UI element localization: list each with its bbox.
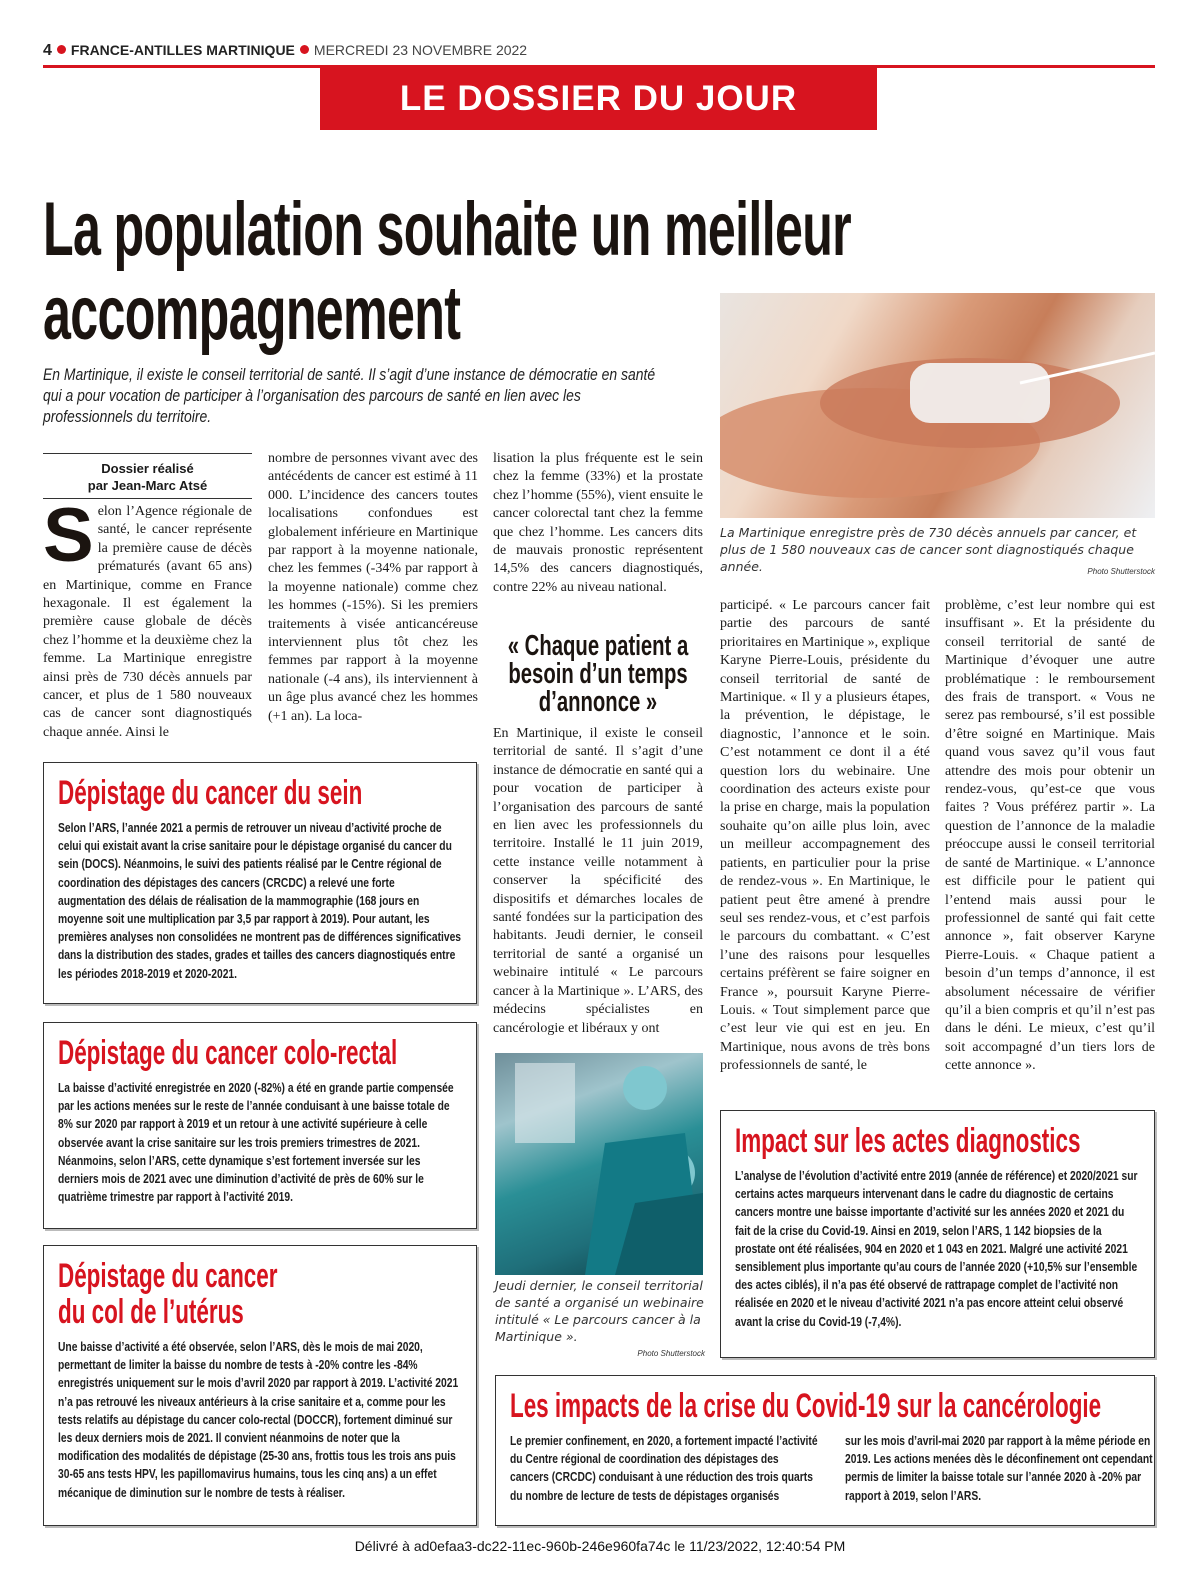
body-column-3a: lisation la plus fréquente est le sein chez la femme (33%) et la prostate chez l’homme (55%), vient ensuite le cancer colorectal tant chez la femme que chez l’homme. Les cancers dits de mauvais pronostic représentent 14,5% des cancers diagnostiqués, contre 22% au niveau national.: [493, 451, 703, 595]
issue-date: MERCREDI 23 NOVEMBRE 2022: [313, 42, 528, 58]
box-text-column-2: sur les mois d’avril-mai 2020 par rapport à la même période en 2019. Les actions menées dès le déconfinement ont cependant permis de limiter la baisse totale sur l’année 2020 à -20% par rapport à 2019, selon l’ARS.: [845, 1433, 1153, 1503]
body-text: elon l’Agence régionale de santé, le cancer représente la première cause de décès prématurés (avant 65 ans) en Martinique, comme en France hexagonale. Il est également la première cause globale de décès chez l’homme et la deuxième chez la femme. La Martinique enregistre ainsi près de 730 décès annuels par cancer, et plus de 1 580 nouveaux cas de cancer sont diagnostiqués chaque année. Ainsi le: [43, 504, 252, 740]
sidebar-box-diagnostic-impact: [720, 1110, 1155, 1358]
photo-caption: [495, 1277, 705, 1362]
sidebar-box-breast-screening: [43, 762, 477, 1004]
drop-cap: S: [43, 493, 94, 578]
box-title: Les impacts de la crise du Covid-19 sur la cancérologie: [510, 1387, 1102, 1425]
byline-line-2: par Jean-Marc Atsé: [87, 478, 208, 493]
box-title-line-2: du col de l’utérus: [58, 1293, 244, 1331]
caption-text: Jeudi dernier, le conseil territorial de santé a organisé un webinaire intitulé « Le parcours cancer à la Martinique ».: [495, 1278, 704, 1344]
bullet-dot-icon: [300, 45, 309, 54]
body-column-5: problème, c’est leur nombre qui est insuffisant ». Et la présidente du conseil territorial de santé de Martinique d’évoquer une autre problématique : le remboursement des frais de transport. « Vous ne serez pas remboursé, s’il est possible d’être soigné en Martinique. Mais quand vous savez qu’il vous faut attendre des mois pour obtenir un rendez-vous, qu’est-ce que vous faites ? Vous préférez partir ». La question de l’annonce de la maladie préoccupe aussi le conseil territorial de santé de Martinique. « L’annonce est difficile pour le patient qui l’entend mais aussi pour le professionnel de santé qui fait cette annonce », fait observer Karyne Pierre-Louis. « Chaque patient a besoin d’un temps d’annonce, il est absolument nécessaire de vérifier qu’il a bien compris et qu’il n’est pas dans le déni. Le mieux, c’est qu’il soit accompagné d’un tiers lors de cette annonce ».: [945, 598, 1155, 1074]
lede: En Martinique, il existe le conseil territorial de santé. Il s’agit d’une instance de démocratie en santé qui a pour vocation de participer à l’organisation des parcours de santé en lien avec les professionnels du territoire.: [43, 365, 656, 426]
surgeons-illustration-icon: [495, 1053, 703, 1275]
sidebar-box-colorectal-screening: [43, 1022, 477, 1229]
photo-holding-hands: [720, 293, 1155, 518]
sidebar-box-cervical-screening: [43, 1245, 477, 1526]
delivery-footer: Délivré à ad0efaa3-dc22-11ec-960b-246e960fa74c le 11/23/2022, 12:40:54 PM: [354, 1538, 846, 1554]
publication-name: FRANCE-ANTILLES MARTINIQUE: [70, 42, 295, 58]
box-text: La baisse d’activité enregistrée en 2020 (-82%) a été en grande partie compensée par les actions menées sur le reste de l’année conduisant à une baisse totale de 8% sur 2020 par rapport à 2019 et un retour à une activité supérieure à celle observée avant la crise sanitaire sur les trois premiers trimestres de 2021. Néanmoins, selon l’ARS, cette dynamique s’est fortement inversée sur les derniers mois de 2021 avec une diminution d’activité de près de 60% sur le quatrième trimestre par rapport à l’activité 2019.: [58, 1080, 454, 1205]
caption-text: La Martinique enregistre près de 730 décès annuels par cancer, et plus de 1 580 nouveaux cas de cancer sont diagnostiqués chaque année.: [720, 525, 1137, 574]
byline-line-1: Dossier réalisé: [101, 461, 194, 476]
box-title: Dépistage du cancer du sein: [58, 774, 363, 812]
body-column-1: [43, 493, 252, 742]
hands-illustration-icon: [720, 293, 1155, 518]
section-banner: LE DOSSIER DU JOUR: [320, 68, 877, 130]
box-text: L’analyse de l’évolution d’activité entre 2019 (année de référence) et 2020/2021 sur certains actes marqueurs intervenant dans le cadre du diagnostic de certains cancers montre une baisse importante d’activité sur les années 2020 et 2021 du fait de la crise du Covid-19. Ainsi en 2019, selon l’ARS, 1 142 biopsies de la prostate ont été réalisées, 904 en 2020 et 1 043 en 2021. Malgré une activité 2021 sensiblement plus importante qu’au cours de l’année 2020 (+10,5% sur l’ensemble des actes ciblés), il n’a pas été observé de rattrapage complet de l’activité non réalisée en 2020 et le niveau d’activité 2021 n’a pas encore atteint celui observé avant la crise du Covid-19 (-7,4%).: [735, 1168, 1138, 1329]
photo-credit: Photo Shutterstock: [637, 1349, 705, 1358]
box-title: [58, 1258, 458, 1330]
box-text-column-1: Le premier confinement, en 2020, a fortement impacté l’activité du Centre régional de coordination des dépistages des cancers (CRCDC) conduisant à une réduction des trois quarts du nombre de lecture de tests de dépistages organisés: [510, 1433, 818, 1503]
photo-surgeons: [495, 1053, 703, 1275]
photo-credit: Photo Shutterstock: [1087, 567, 1155, 576]
page-number: 4: [43, 42, 52, 59]
photo-caption: [720, 524, 1155, 580]
box-title-line-1: Dépistage du cancer: [58, 1257, 278, 1295]
body-column-3b: En Martinique, il existe le conseil territorial de santé. Il s’agit d’une instance de démocratie en santé qui a pour vocation de participer à l’organisation des parcours de santé en lien avec les professionnels du territoire. Installé le 11 juin 2019, cette instance veille notamment à conserver la spécificité des dispositifs et démarches locales de santé fondées sur la participation des habitants. Jeudi dernier, le conseil territorial de santé a organisé un webinaire intitulé « Le parcours cancer à la Martinique ». L’ARS, des médecins spécialistes en cancérologie et libéraux y ont: [493, 726, 703, 1036]
box-title: Dépistage du cancer colo-rectal: [58, 1034, 398, 1072]
body-column-4: participé. « Le parcours cancer fait partie des parcours de santé prioritaires en Martinique », explique Karyne Pierre-Louis, présidente du conseil territorial de santé de Martinique. « Il y a plusieurs étapes, la prévention, le dépistage, le diagnostic, l’annonce et le soin. C’est notamment ce dont il a été question lors du webinaire. Une coordination des acteurs existe pour la prise en charge, mais la population souhaite qu’on aille plus loin, avec un meilleur accompagnement des patients, en particulier pour la prise de rendez-vous ». En Martinique, le patient peut être amené à prendre seul ses rendez-vous, et c’est parfois le parcours du combattant. « C’est l’une des raisons pour lesquelles certains préfèrent se faire soigner en France », poursuit Karyne Pierre-Louis. « Tout simplement parce que c’est leur vie qui est en jeu. En Martinique, nous avons de très bons professionnels de santé, le: [720, 598, 930, 1074]
subheading-text: « Chaque patient a besoin d’un temps d’annonce »: [507, 630, 689, 718]
box-text: Une baisse d’activité a été observée, selon l’ARS, dès le mois de mai 2020, permettant de limiter la baisse du nombre de tests à -20% contre les -84% enregistrés uniquement sur le mois d’avril 2020 par rapport à 2019. L’activité 2021 n’a pas retrouvé les niveaux antérieurs à la crise sanitaire et a, comme pour les tests relatifs au dépistage du cancer colo-rectal (DOCCR), fortement diminué sur les deux derniers mois de 2021. Il convient néanmoins de noter que la modification des modalités de dépistage (25-30 ans, frottis tous les trois ans puis 30-65 ans tests HPV, les papillomavirus humains, tous les cinq ans) a un effet mécanique de diminution sur le nombre de tests à réaliser.: [58, 1339, 459, 1500]
bullet-dot-icon: [57, 45, 66, 54]
box-title: Impact sur les actes diagnostics: [735, 1122, 1081, 1160]
headline-line-2: accompagnement: [43, 271, 461, 356]
page-header: [43, 42, 527, 60]
subheading: [493, 632, 703, 716]
box-text: Selon l’ARS, l’année 2021 a permis de retrouver un niveau d’activité proche de celui qui existait avant la crise sanitaire pour le dépistage organisé du cancer du sein (DOCS). Néanmoins, le suivi des patients réalisé par le Centre régional de coordination des dépistages des cancers (CRCDC) a relevé une forte augmentation des délais de réalisation de la mammographie (168 jours en moyenne soit une multiplication par 3,5 par rapport à 2019). Pour autant, les premières analyses non consolidées ne montrent pas de différences significatives dans la distribution des stades, grades et tailles des cancers diagnostiqués entre les périodes 2018-2019 et 2020-2021.: [58, 820, 462, 981]
sidebar-box-covid-impact: [495, 1375, 1155, 1526]
headline-line-1: La population souhaite un meilleur: [43, 187, 852, 272]
body-column-2: nombre de personnes vivant avec des antécédents de cancer est estimé à 11 000. L’incidence des cancers toutes localisations confondues est globalement inférieure en Martinique par rapport à la moyenne nationale, chez les femmes (-34% par rapport à la moyenne nationale) comme chez les hommes (-15%). Si les premiers traitements à visée anticancéreuse interviennent plus tôt chez les femmes par rapport à la moyenne nationale (-4 ans), ils interviennent à un âge plus avancé chez les hommes (+1 an). La loca-: [268, 451, 478, 724]
